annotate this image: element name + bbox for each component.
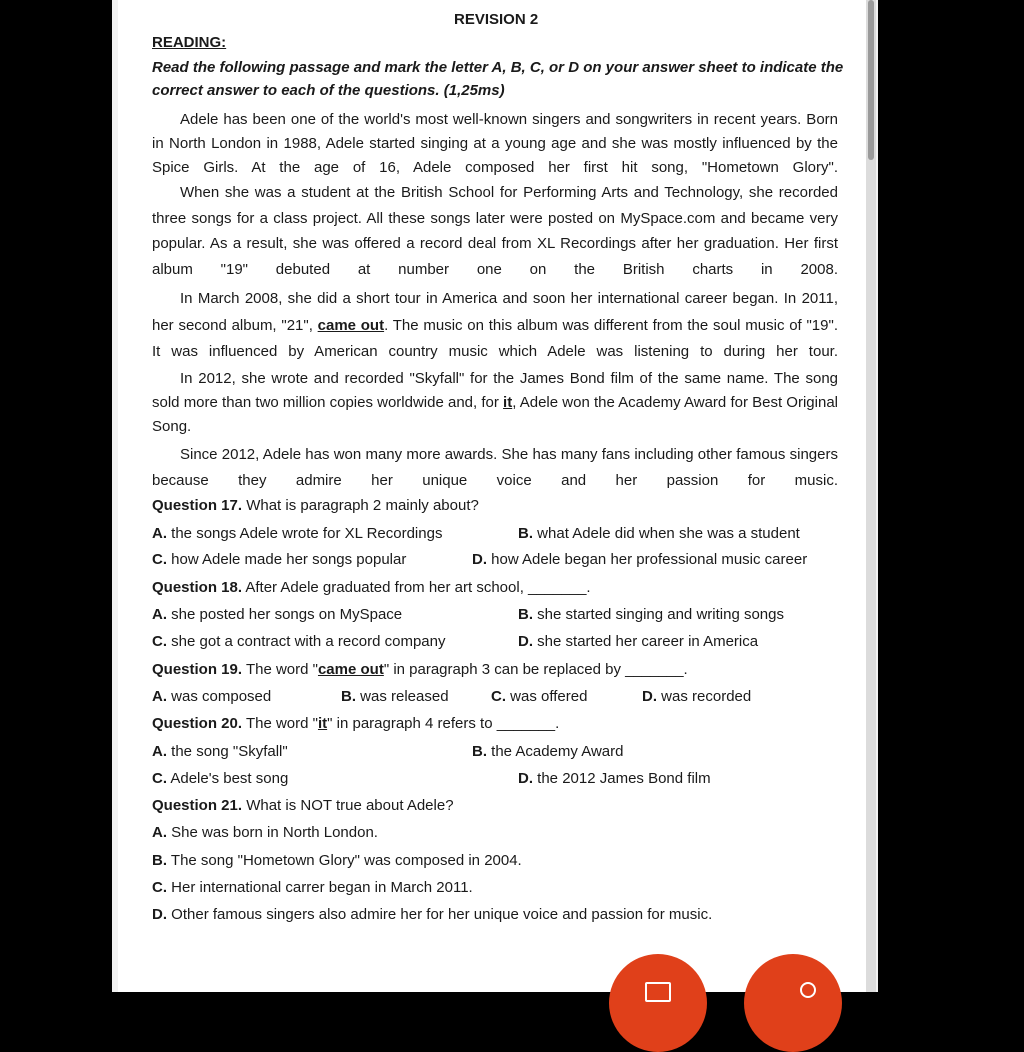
q17-option-b: B. what Adele did when she was a student bbox=[518, 525, 800, 542]
q21-option-b: B. The song "Hometown Glory" was composed in 2004. bbox=[152, 852, 522, 869]
q21-option-d: D. Other famous singers also admire her for her unique voice and passion for music. bbox=[152, 906, 713, 923]
question-19: Question 19. The word "came out" in paragraph 3 can be replaced by _______. bbox=[152, 661, 688, 678]
page-title: REVISION 2 bbox=[454, 11, 539, 28]
q18-option-c: C. she got a contract with a record company bbox=[152, 633, 446, 650]
question-17 bbox=[152, 496, 479, 516]
paragraph-4-text-a: In 2012, she wrote and recorded "Skyfall" for the James Bond film of the same name. The song sold more than two million copies worldwide and, for bbox=[152, 370, 838, 411]
question-19-underlined-phrase: came out bbox=[317, 661, 384, 678]
q20-option-c: C. Adele's best song bbox=[152, 770, 289, 787]
q17-option-c: C. how Adele made her songs popular bbox=[152, 551, 407, 568]
person-icon bbox=[800, 982, 816, 998]
q18-option-d: D. she started her career in America bbox=[518, 633, 759, 650]
question-21 bbox=[152, 796, 454, 816]
paragraph-3-text-b: . The music on this album was different from the soul music of "19". It was influenced by American country music which Adele was listening to during her tour. bbox=[152, 316, 838, 360]
q19-option-b: B. was released bbox=[341, 688, 449, 705]
section-heading: READING: bbox=[152, 34, 227, 51]
paragraph-3-text-a: In March 2008, she did a short tour in America and soon her international career began. In 2011, her second album, "21", bbox=[152, 290, 838, 334]
q20-option-d: D. the 2012 James Bond film bbox=[518, 770, 711, 787]
question-21-text: What is NOT true about Adele? bbox=[246, 797, 454, 814]
question-18-text: After Adele graduated from her art school, _______. bbox=[245, 579, 591, 596]
q18-option-a: A. she posted her songs on MySpace bbox=[152, 606, 403, 623]
question-20-underlined-word: it bbox=[317, 715, 328, 732]
q20-option-b: B. the Academy Award bbox=[472, 743, 624, 760]
q17-option-d: D. how Adele began her professional music career bbox=[472, 551, 808, 568]
document-icon bbox=[645, 982, 671, 1002]
q21-option-a: A. She was born in North London. bbox=[152, 824, 378, 841]
question-18-label: Question 18. bbox=[152, 579, 243, 596]
instruction-line-2: correct answer to each of the questions. (1,25ms) bbox=[152, 82, 505, 99]
scrollbar-thumb[interactable] bbox=[868, 0, 874, 160]
q17-option-a: A. the songs Adele wrote for XL Recordings bbox=[152, 525, 443, 542]
question-19-label: Question 19. bbox=[152, 661, 243, 678]
document-fab-button[interactable] bbox=[609, 954, 707, 1052]
paragraph-5: Since 2012, Adele has won many more awards. She has many fans including other famous singers because they admire her unique voice and her passion for music. bbox=[152, 446, 838, 489]
paragraph-2: When she was a student at the British School for Performing Arts and Technology, she recorded three songs for a class project. All these songs later were posted on MySpace.com and became very popular. As a result, she was offered a record deal from XL Recordings after her graduation. Her first album "19" debuted at number one on the British charts in 2008. bbox=[152, 184, 838, 278]
question-18 bbox=[152, 578, 591, 598]
question-21-label: Question 21. bbox=[152, 797, 243, 814]
paragraph-3-underlined-phrase: came out bbox=[317, 316, 385, 334]
paragraph-3 bbox=[152, 286, 838, 366]
q19-option-a: A. was composed bbox=[152, 688, 272, 705]
question-17-text: What is paragraph 2 mainly about? bbox=[246, 497, 479, 514]
instruction-line-1: Read the following passage and mark the letter A, B, C, or D on your answer sheet to indicate the bbox=[152, 59, 844, 76]
question-20: Question 20. The word "it" in paragraph 4 refers to _______. bbox=[152, 715, 560, 732]
q20-option-a: A. the song "Skyfall" bbox=[152, 743, 288, 760]
q21-option-c: C. Her international carrer began in March 2011. bbox=[152, 879, 473, 896]
paragraph-4-underlined-word: it bbox=[503, 394, 513, 411]
q19-option-d: D. was recorded bbox=[642, 688, 752, 705]
q18-option-b: B. she started singing and writing songs bbox=[518, 606, 784, 623]
question-17-label: Question 17. bbox=[152, 497, 243, 514]
q19-option-c: C. was offered bbox=[491, 688, 588, 705]
question-20-label: Question 20. bbox=[152, 715, 243, 732]
paragraph-4 bbox=[152, 367, 838, 439]
paragraph-4-text-b: , Adele won the Academy Award for Best Original Song. bbox=[152, 394, 838, 435]
paragraph-1: Adele has been one of the world's most well-known singers and songwriters in recent years. Born in North London in 1988, Adele started singing at a young age and she was mostly influenced by the Spice Girls. At the age of 16, Adele composed her first hit song, "Hometown Glory". bbox=[152, 111, 838, 176]
person-fab-button[interactable] bbox=[744, 954, 842, 1052]
